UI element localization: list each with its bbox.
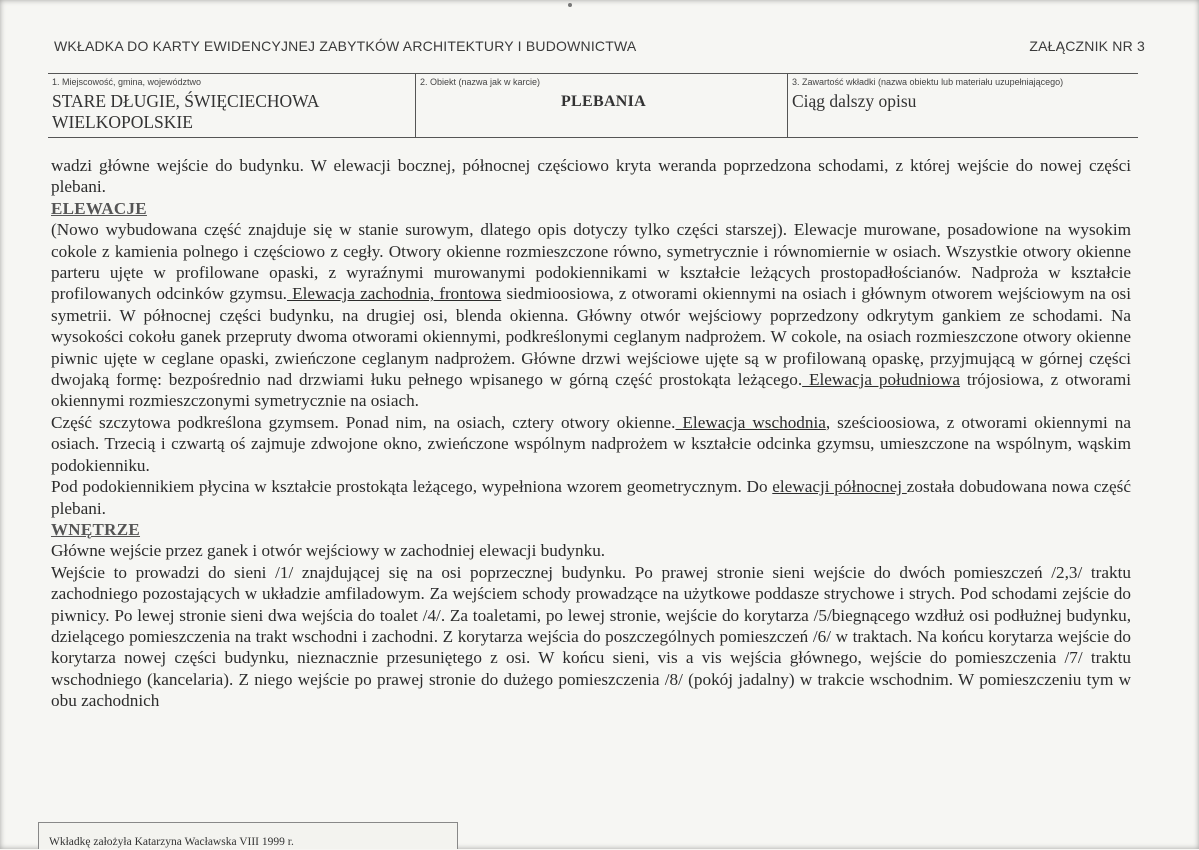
form-title: WKŁADKA DO KARTY EWIDENCYJNEJ ZABYTKÓW ARCHITEKTURY I BUDOWNICTWA bbox=[54, 38, 637, 54]
content-value: Ciąg dalszy opisu bbox=[792, 91, 917, 111]
text-run: trójosiowa, z otworami okiennymi rozmieszczonymi symetrycznie na osiach. bbox=[51, 370, 1131, 411]
footer-box bbox=[38, 822, 458, 849]
info-table bbox=[48, 73, 1138, 138]
attachment-number: ZAŁĄCZNIK NR 3 bbox=[1029, 38, 1145, 54]
paragraph-intro: wadzi główne wejście do budynku. W elewacji bocznej, północnej częściowo kryta weranda poprzedzona schodami, z której wejście do nowej części plebani. bbox=[51, 156, 1131, 197]
text-run: siedmioosiowa, z otworami okiennymi na osiach i głównym otworem wejściowym na osi symetrii. W północnej części budynku, na drugiej osi, blenda okienna. Główny otwór wejściowy poprzedzony odkrytym gankiem ze schodami. Na wysokości cokołu ganek przepruty dwoma otworami okiennymi, podkreślonymi ceglanym nadprożem. W cokole, na osiach rozmieszczone otwory okienne piwnic ujęte w ceglane opaski, zwieńczone ceglanym nadprożem. Główne drzwi wejściowe ujęte są w profilowaną opaskę, przyjmującą w górnej części dwojaką formę: bezpośrednio nad drzwiami łuku pełnego wpisanego w górną część prostokąta leżącego. bbox=[51, 284, 1132, 390]
text-run: Część szczytowa podkreślona gzymsem. Ponad nim, na osiach, cztery otwory okienne. bbox=[51, 412, 676, 432]
location-line-2: WIELKOPOLSKIE bbox=[52, 112, 193, 132]
footer-author-note: Wkładkę założyła Katarzyna Wacławska VIII 1999 r. bbox=[49, 836, 294, 848]
paragraph-elevations-1 bbox=[51, 219, 1131, 412]
paragraph-interior-1: Główne wejście przez ganek i otwór wejściowy w zachodniej elewacji budynku. bbox=[51, 541, 606, 561]
paragraph-elevations-3 bbox=[51, 476, 1131, 519]
text-run: , sześcioosiowa, z otworami okiennymi na osiach. Trzecią i czwartą oś zajmuje zdwojone okno, zwieńczone wspólnym nadprożem w kształcie odcinka gzymsu, umieszczone na wspólnym, wąskim podokienniku. bbox=[51, 412, 1131, 475]
paragraph-interior-2: Wejście to prowadzi do sieni /1/ znajdującej się na osi poprzecznej budynku. Po prawej stronie sieni wejście do dwóch pomieszczeń /2,3/ traktu zachodniego pozostających w układzie amfiladowym. Za wejściem schody prowadzące na użytkowe poddasze strychowe i strych. Pod schodami zejście do piwnicy. Po lewej stronie sieni dwa wejścia do toalet /4/. Za toaletami, po lewej stronie, wejście do korytarza /5/biegnącego wzdłuż osi podłużnej budynku, dzielącego pomieszczenia na trakt wschodni i zachodni. Z korytarza wejścia do poszczególnych pomieszczeń /6/ w traktach. Na końcu korytarza wejście do korytarza nowej części budynku, nieznacznie przesuniętego z osi. W końcu sieni, vis a vis wejścia głównego, wejście do pomieszczenia /7/ traktu wschodniego (kancelaria). Z niego wejście po prawej stronie do dużego pomieszczenia /8/ (pokój jadalny) w trakcie wschodnim. W pomieszczeniu tym w obu zachodnich bbox=[51, 562, 1131, 711]
underlined-term-north: elewacji północnej bbox=[772, 477, 907, 497]
text-run: Pod podokiennikiem płycina w kształcie prostokąta leżącego, wypełniona wzorem geometrycznym. Do bbox=[51, 477, 773, 497]
content-label: 3. Zawartość wkładki (nazwa obiektu lub materiału uzupełniającego) bbox=[792, 77, 1064, 87]
paragraph-elevations-2 bbox=[51, 412, 1131, 476]
location-line-1: STARE DŁUGIE, ŚWIĘCIECHOWA bbox=[52, 91, 320, 111]
location-cell bbox=[48, 74, 415, 137]
section-title-elevations: ELEWACJE bbox=[51, 198, 147, 218]
object-label: 2. Obiekt (nazwa jak w karcie) bbox=[420, 77, 541, 87]
section-title-interior: WNĘTRZE bbox=[51, 519, 141, 539]
text-run: została dobudowana nowa część plebani. bbox=[51, 477, 1131, 518]
underlined-term-south: Elewacja południowa bbox=[802, 370, 961, 390]
location-value bbox=[52, 91, 415, 133]
underlined-term-east: Elewacja wschodnia bbox=[675, 412, 826, 432]
underlined-term-west: Elewacja zachodnia, frontowa bbox=[286, 284, 502, 304]
object-cell bbox=[415, 74, 787, 137]
punch-mark bbox=[568, 3, 572, 7]
document-body bbox=[51, 155, 1131, 712]
content-cell bbox=[787, 74, 1138, 137]
text-run: (Nowo wybudowana część znajduje się w stanie surowym, dlatego opis dotyczy tylko części starszej). Elewacje murowane, posadowione na wysokim cokole z kamienia polnego i częściowo z cegły. Otwory okienne rozmieszczone równo, symetrycznie i równomiernie w osiach. Wszystkie otwory okienne parteru ujęte w profilowane opaski, z wyraźnymi murowanymi podokiennikami w kształcie leżących prostopadłościanów. Nadproża w kształcie profilowanych odcinków gzymsu. bbox=[51, 220, 1131, 304]
object-value: PLEBANIA bbox=[560, 93, 647, 110]
location-label: 1. Miejscowość, gmina, województwo bbox=[52, 77, 202, 87]
